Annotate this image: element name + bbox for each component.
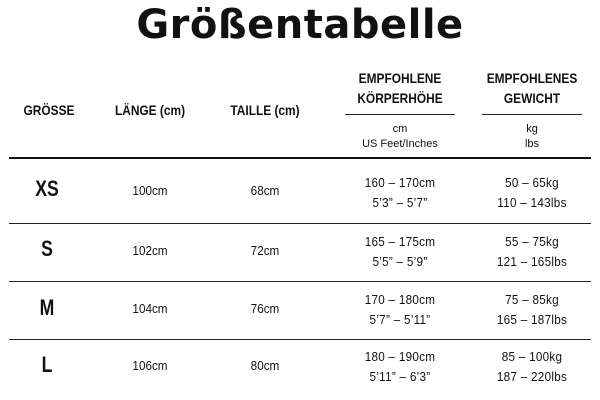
header-height-line1: EMPFOHLENE [358,70,442,86]
row-divider [9,339,591,340]
height-ft: 5’7” – 5’11” [369,312,431,327]
height-cm: 170 – 180cm [364,292,436,307]
header-waist: TAILLE (cm) [230,102,300,118]
height-cm: 180 – 190cm [364,349,436,364]
weight-kg: 55 – 75kg [505,234,559,249]
height-unit-cm: cm [392,123,408,135]
height-cm: 165 – 175cm [364,234,436,249]
weight-unit-lbs: lbs [524,138,540,150]
height-value [346,173,454,213]
length-value: 104cm [132,301,168,316]
row-divider [9,223,591,224]
size-label: L [41,352,53,377]
height-value [346,232,454,272]
height-unit-ft: US Feet/Inches [362,138,438,150]
header-height [349,68,451,108]
header-length: LÄNGE (cm) [114,102,186,118]
height-ft: 5’5” – 5’9” [372,254,428,269]
height-ft: 5’3” – 5’7” [372,195,428,210]
weight-value [478,232,586,272]
length-value: 106cm [132,358,168,373]
weight-lbs: 165 – 187lbs [496,312,568,327]
height-value [346,347,454,387]
weight-header-divider [482,114,582,115]
waist-value: 80cm [250,358,280,373]
waist-value: 76cm [250,301,280,316]
length-value: 100cm [132,183,168,198]
waist-value: 72cm [250,243,280,258]
header-weight-line1: EMPFOHLENES [486,70,578,86]
weight-kg: 75 – 85kg [505,292,559,307]
size-label: XS [35,176,59,201]
height-value [346,290,454,330]
weight-unit-kg: kg [526,123,538,135]
size-label: M [39,295,55,320]
height-units [340,122,460,152]
weight-lbs: 110 – 143lbs [497,195,567,210]
weight-units [472,122,592,152]
height-cm: 160 – 170cm [364,175,436,190]
weight-lbs: 121 – 165lbs [496,254,568,269]
height-ft: 5’11” – 6’3” [369,369,431,384]
header-height-line2: KÖRPERHÖHE [357,90,443,106]
length-value: 102cm [132,243,168,258]
weight-lbs: 187 – 220lbs [496,369,568,384]
row-divider [9,281,591,282]
weight-kg: 85 – 100kg [501,349,563,364]
page-title: Größentabelle [136,2,464,48]
weight-kg: 50 – 65kg [505,175,559,190]
header-weight-line2: GEWICHT [503,90,561,106]
header-size: GRÖSSE [23,102,75,118]
weight-value [478,173,586,213]
weight-value [478,290,586,330]
height-header-divider [345,114,455,115]
size-label: S [41,236,53,261]
header-divider [9,157,591,159]
header-weight [481,68,583,108]
weight-value [478,347,586,387]
waist-value: 68cm [250,183,280,198]
